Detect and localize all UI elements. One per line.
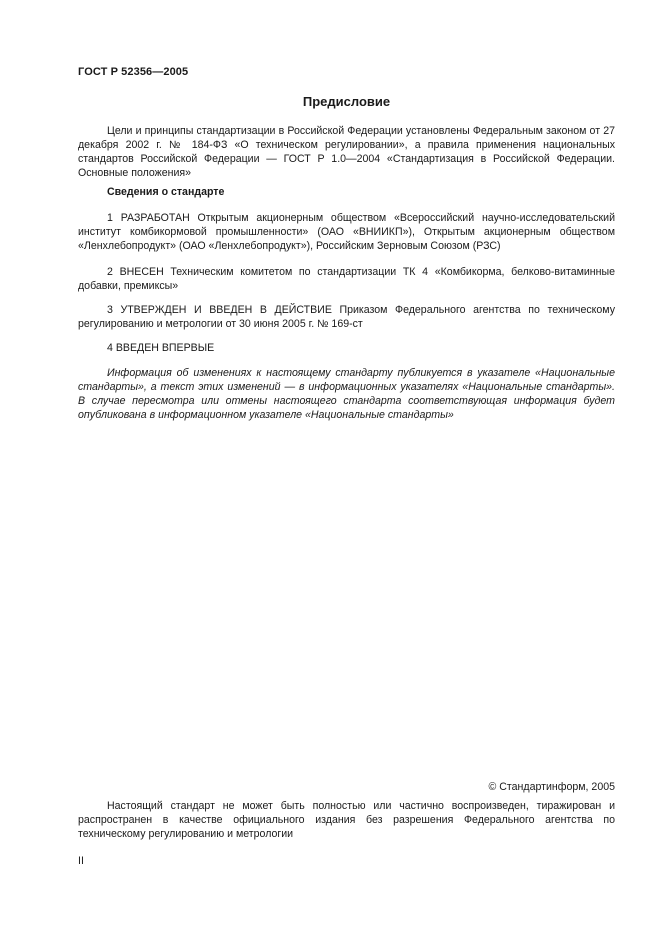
intro-paragraph: Цели и принципы стандартизации в Российской Федерации установлены Федеральным законом от 27 декабря 2002 г. № 184-ФЗ «О техническом регулировании», а правила применения национальных стандартов Российской Федерации — ГОСТ Р 1.0—2004 «Стандартизация в Российской Федерации. Основные положения» [78,125,615,179]
page-title: Предисловие [302,94,391,109]
info-item-2: 2 ВНЕСЕН Техническим комитетом по стандартизации ТК 4 «Комбикорма, белково-витаминные добавки, премиксы» [78,266,615,292]
page-number: II [78,855,84,867]
notice-paragraph: Информация об изменениях к настоящему стандарту публикуется в указателе «Национальные стандарты», а текст этих изменений — в информационных указателях «Национальные стандарты». В случае пересмотра или отмены настоящего стандарта соответствующая информация будет опубликована в информационном указателе «Национальные стандарты» [78,367,615,421]
info-item-1: 1 РАЗРАБОТАН Открытым акционерным обществом «Всероссийский научно-исследовательский институт комбикормовой промышленности» (ОАО «ВНИИКП»), Открытым акционерным обществом «Ленхлебопродукт» (ОАО «Ленхлебопродукт»), Российским Зерновым Союзом (РЗС) [78,212,615,252]
info-item-3: 3 УТВЕРЖДЕН И ВВЕДЕН В ДЕЙСТВИЕ Приказом Федерального агентства по техническому регулированию и метрологии от 30 июня 2005 г. № 169-ст [78,304,615,330]
info-item-4: 4 ВВЕДЕН ВПЕРВЫЕ [107,342,215,354]
copyright-line: © Стандартинформ, 2005 [488,781,615,793]
legal-paragraph: Настоящий стандарт не может быть полностью или частично воспроизведен, тиражирован и распространен в качестве официального издания без разрешения Федерального агентства по техническому регулированию и метрологии [78,800,615,840]
document-code: ГОСТ Р 52356—2005 [78,66,189,78]
section-heading: Сведения о стандарте [107,186,225,198]
